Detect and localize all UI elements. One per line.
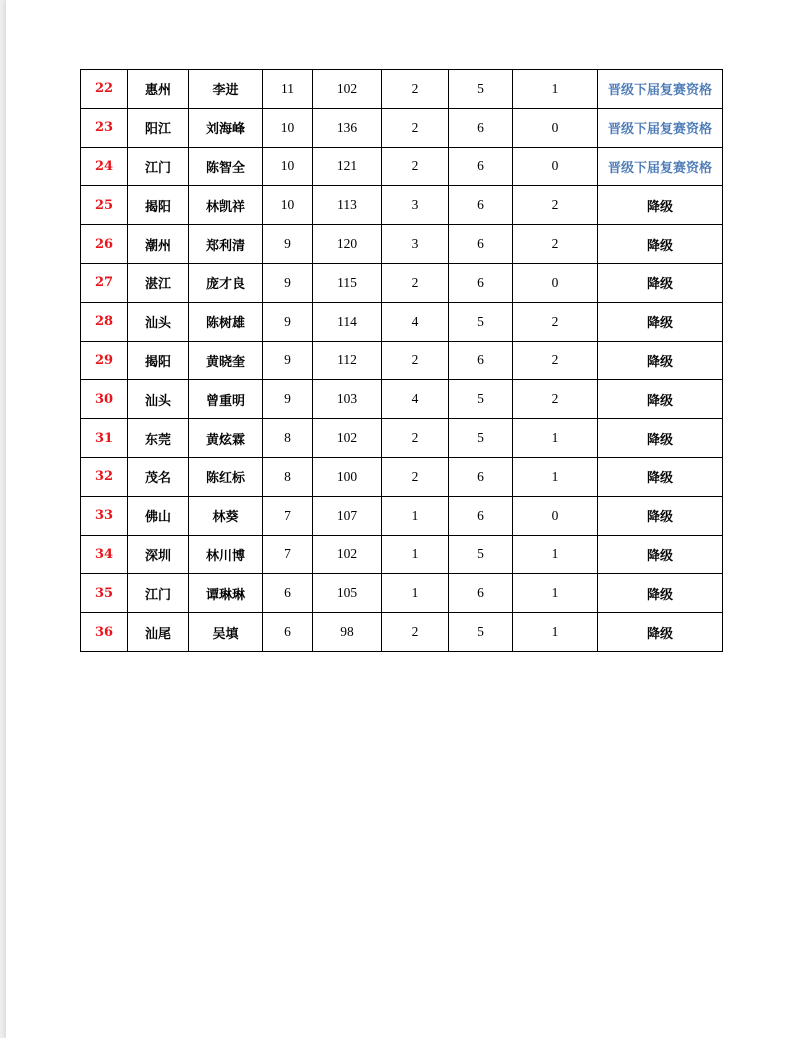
name-cell: 黄晓奎 (189, 341, 263, 380)
score-cell: 9 (263, 302, 313, 341)
city-cell: 汕头 (128, 302, 189, 341)
stat-b-cell: 6 (449, 457, 513, 496)
status-cell: 晋级下届复赛资格 (598, 108, 723, 147)
city-cell: 揭阳 (128, 341, 189, 380)
score-cell: 7 (263, 535, 313, 574)
name-cell: 林川博 (189, 535, 263, 574)
name-cell: 林凯祥 (189, 186, 263, 225)
name-cell: 林葵 (189, 496, 263, 535)
name-cell: 曾重明 (189, 380, 263, 419)
table-row (81, 496, 723, 535)
city-cell: 揭阳 (128, 186, 189, 225)
stat-b-cell: 5 (449, 380, 513, 419)
name-cell: 黄炫霖 (189, 419, 263, 458)
results-table-body (81, 70, 723, 652)
city-cell: 茂名 (128, 457, 189, 496)
rank-cell: 24 (81, 147, 128, 186)
stat-c-cell: 0 (513, 496, 598, 535)
status-cell: 降级 (598, 535, 723, 574)
city-cell: 汕头 (128, 380, 189, 419)
rank-cell: 25 (81, 186, 128, 225)
rank-cell: 33 (81, 496, 128, 535)
city-cell: 江门 (128, 574, 189, 613)
name-cell: 陈智全 (189, 147, 263, 186)
rank-cell: 29 (81, 341, 128, 380)
total-cell: 112 (313, 341, 382, 380)
stat-c-cell: 1 (513, 535, 598, 574)
name-cell: 郑利清 (189, 225, 263, 264)
stat-c-cell: 2 (513, 302, 598, 341)
stat-c-cell: 2 (513, 225, 598, 264)
stat-a-cell: 2 (382, 263, 449, 302)
document-page (6, 0, 796, 1038)
stat-a-cell: 1 (382, 574, 449, 613)
status-cell: 降级 (598, 419, 723, 458)
stat-c-cell: 1 (513, 419, 598, 458)
stat-b-cell: 6 (449, 147, 513, 186)
results-table (80, 69, 723, 652)
rank-cell: 36 (81, 613, 128, 652)
score-cell: 9 (263, 225, 313, 264)
total-cell: 114 (313, 302, 382, 341)
stat-c-cell: 0 (513, 263, 598, 302)
rank-cell: 34 (81, 535, 128, 574)
status-cell: 降级 (598, 186, 723, 225)
name-cell: 陈红标 (189, 457, 263, 496)
rank-cell: 32 (81, 457, 128, 496)
stat-c-cell: 2 (513, 380, 598, 419)
name-cell: 谭琳琳 (189, 574, 263, 613)
table-row (81, 147, 723, 186)
status-cell: 降级 (598, 457, 723, 496)
city-cell: 湛江 (128, 263, 189, 302)
status-cell: 降级 (598, 225, 723, 264)
stat-a-cell: 2 (382, 70, 449, 109)
stat-a-cell: 4 (382, 380, 449, 419)
rank-cell: 35 (81, 574, 128, 613)
stat-a-cell: 2 (382, 419, 449, 458)
status-cell: 降级 (598, 613, 723, 652)
name-cell: 李进 (189, 70, 263, 109)
rank-cell: 23 (81, 108, 128, 147)
name-cell: 陈树雄 (189, 302, 263, 341)
table-row (81, 302, 723, 341)
score-cell: 8 (263, 457, 313, 496)
score-cell: 6 (263, 574, 313, 613)
status-cell: 降级 (598, 302, 723, 341)
rank-cell: 27 (81, 263, 128, 302)
stat-b-cell: 6 (449, 186, 513, 225)
total-cell: 115 (313, 263, 382, 302)
stat-b-cell: 5 (449, 419, 513, 458)
score-cell: 10 (263, 186, 313, 225)
stat-b-cell: 6 (449, 341, 513, 380)
stat-c-cell: 0 (513, 147, 598, 186)
status-cell: 晋级下届复赛资格 (598, 70, 723, 109)
stat-a-cell: 2 (382, 457, 449, 496)
stat-b-cell: 6 (449, 574, 513, 613)
stat-c-cell: 1 (513, 613, 598, 652)
table-row (81, 186, 723, 225)
table-row (81, 457, 723, 496)
stat-a-cell: 3 (382, 225, 449, 264)
stat-c-cell: 0 (513, 108, 598, 147)
stat-c-cell: 2 (513, 341, 598, 380)
score-cell: 7 (263, 496, 313, 535)
total-cell: 100 (313, 457, 382, 496)
status-cell: 降级 (598, 341, 723, 380)
stat-b-cell: 6 (449, 263, 513, 302)
score-cell: 9 (263, 341, 313, 380)
stat-a-cell: 2 (382, 341, 449, 380)
stat-b-cell: 6 (449, 225, 513, 264)
city-cell: 深圳 (128, 535, 189, 574)
stat-b-cell: 5 (449, 535, 513, 574)
table-row (81, 419, 723, 458)
rank-cell: 31 (81, 419, 128, 458)
stat-a-cell: 1 (382, 535, 449, 574)
stat-b-cell: 6 (449, 496, 513, 535)
table-row (81, 70, 723, 109)
stat-c-cell: 1 (513, 574, 598, 613)
stat-c-cell: 2 (513, 186, 598, 225)
city-cell: 佛山 (128, 496, 189, 535)
total-cell: 113 (313, 186, 382, 225)
total-cell: 107 (313, 496, 382, 535)
table-row (81, 574, 723, 613)
stat-a-cell: 2 (382, 613, 449, 652)
name-cell: 庞才良 (189, 263, 263, 302)
table-row (81, 380, 723, 419)
stat-c-cell: 1 (513, 457, 598, 496)
stat-b-cell: 5 (449, 613, 513, 652)
status-cell: 降级 (598, 574, 723, 613)
table-row (81, 613, 723, 652)
total-cell: 102 (313, 419, 382, 458)
stat-a-cell: 2 (382, 108, 449, 147)
name-cell: 刘海峰 (189, 108, 263, 147)
stat-b-cell: 5 (449, 302, 513, 341)
city-cell: 东莞 (128, 419, 189, 458)
city-cell: 惠州 (128, 70, 189, 109)
score-cell: 9 (263, 263, 313, 302)
status-cell: 降级 (598, 380, 723, 419)
table-row (81, 108, 723, 147)
stat-b-cell: 5 (449, 70, 513, 109)
score-cell: 8 (263, 419, 313, 458)
stat-a-cell: 4 (382, 302, 449, 341)
rank-cell: 30 (81, 380, 128, 419)
city-cell: 阳江 (128, 108, 189, 147)
score-cell: 9 (263, 380, 313, 419)
total-cell: 102 (313, 535, 382, 574)
total-cell: 121 (313, 147, 382, 186)
rank-cell: 26 (81, 225, 128, 264)
table-row (81, 225, 723, 264)
stat-a-cell: 3 (382, 186, 449, 225)
stat-b-cell: 6 (449, 108, 513, 147)
total-cell: 103 (313, 380, 382, 419)
stat-a-cell: 1 (382, 496, 449, 535)
table-row (81, 535, 723, 574)
total-cell: 120 (313, 225, 382, 264)
table-row (81, 341, 723, 380)
total-cell: 105 (313, 574, 382, 613)
status-cell: 降级 (598, 496, 723, 535)
total-cell: 98 (313, 613, 382, 652)
status-cell: 降级 (598, 263, 723, 302)
city-cell: 江门 (128, 147, 189, 186)
table-row (81, 263, 723, 302)
status-cell: 晋级下届复赛资格 (598, 147, 723, 186)
score-cell: 10 (263, 108, 313, 147)
score-cell: 11 (263, 70, 313, 109)
city-cell: 汕尾 (128, 613, 189, 652)
rank-cell: 22 (81, 70, 128, 109)
total-cell: 136 (313, 108, 382, 147)
city-cell: 潮州 (128, 225, 189, 264)
stat-c-cell: 1 (513, 70, 598, 109)
rank-cell: 28 (81, 302, 128, 341)
score-cell: 10 (263, 147, 313, 186)
name-cell: 吴填 (189, 613, 263, 652)
score-cell: 6 (263, 613, 313, 652)
total-cell: 102 (313, 70, 382, 109)
stat-a-cell: 2 (382, 147, 449, 186)
